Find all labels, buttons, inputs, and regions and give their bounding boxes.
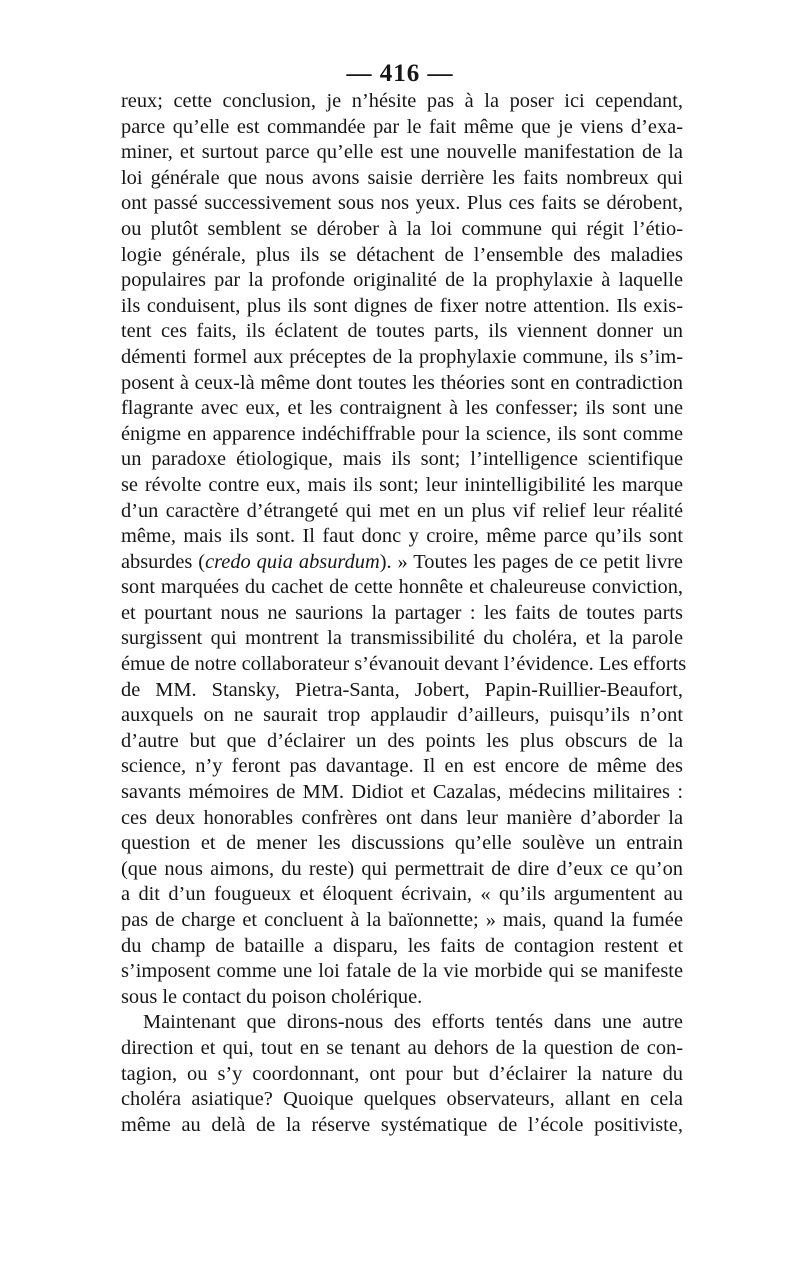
text-line: même au delà de la réserve systématique de l’école positiviste, [121,1113,683,1136]
text-line: surgissent qui montrent la transmissibilité du choléra, et la parole [121,627,683,650]
text-line: de MM. Stansky, Pietra-Santa, Jobert, Papin-Ruillier-Beaufort, [121,678,683,701]
text-line: se révolte contre eux, mais ils sont; leur inintelligibilité les marque [121,473,683,496]
text-line: pas de charge et concluent à la baïonnette; » mais, quand la fumée [121,909,683,931]
body-text [121,89,687,1138]
text-line: flagrante avec eux, et les contraignent à les confesser; ils sont une [121,397,683,420]
text-line: savants mémoires de MM. Didiot et Cazalas, médecins militaires : [121,781,683,804]
text-line: d’autre but que d’éclairer un des points les plus obscurs de la [121,729,683,752]
text-line [121,550,683,576]
text-line: (que nous aimons, du reste) qui permettrait de dire d’eux ce qu’on [121,857,683,880]
text-line: ils conduisent, plus ils sont dignes de fixer notre attention. Ils exis- [121,294,683,317]
text-line: sous le contact du poison cholérique. [121,985,423,1008]
text-line: ces deux honorables confrères ont dans leur manière d’aborder la [121,806,683,829]
text-line: parce qu’elle est commandée par le fait même que je viens d’exa- [121,115,683,138]
text-segment: ). » Toutes les pages de ce petit livre [379,550,683,573]
text-line: même, mais ils sont. Il faut donc y croire, même parce qu’ils sont [121,525,683,548]
text-line: reux; cette conclusion, je n’hésite pas à la poser ici cependant, [121,90,683,112]
text-segment: absurdes ( [121,550,206,573]
text-line: tagion, ou s’y coordonnant, ont pour but d’éclairer la nature du [121,1062,683,1085]
text-line: énigme en apparence indéchiffrable pour la science, ils sont comme [121,422,683,445]
text-line: et pourtant nous ne saurions la partager : les faits de toutes parts [121,601,683,624]
text-line: Maintenant que dirons-nous des efforts tentés dans une autre [143,1011,683,1034]
text-line: question et de mener les discussions qu’elle soulève un entrain [121,832,683,855]
italic-latin-phrase: credo quia absurdum [205,550,380,573]
text-line: ou plutôt semblent se dérober à la loi commune qui régit l’étio- [121,217,683,240]
text-line: auxquels on ne saurait trop applaudir d’ailleurs, puisqu’ils n’ont [121,704,683,727]
text-line: du champ de bataille a disparu, les faits de contagion restent et [121,934,683,957]
text-line: populaires par la profonde originalité de la prophylaxie à laquelle [121,269,683,292]
page-number: — 416 — [346,60,454,87]
text-line: démenti formel aux préceptes de la prophylaxie commune, ils s’im- [121,345,683,368]
text-line: ont passé successivement sous nos yeux. Plus ces faits se dérobent, [121,192,683,215]
text-line: logie générale, plus ils se détachent de l’ensemble des maladies [121,243,683,266]
text-line: direction et qui, tout en se tenant au dehors de la question de con- [121,1036,683,1059]
text-line: un paradoxe étiologique, mais ils sont; l’intelligence scientifique [121,448,683,471]
text-line: science, n’y feront pas davantage. Il en est encore de même des [121,755,683,778]
text-line: émue de notre collaborateur s’évanouit devant l’évidence. Les efforts [121,653,687,676]
text-line: d’un caractère d’étrangeté qui met en un plus vif relief leur réalité [121,499,683,522]
text-line: miner, et surtout parce qu’elle est une nouvelle manifestation de la [121,141,683,164]
text-line: sont marquées du cachet de cette honnête et chaleureuse conviction, [121,576,683,599]
text-line: a dit d’un fougueux et éloquent écrivain, « qu’ils argumentent au [121,883,683,906]
text-line: posent à ceux-là même dont toutes les théories sont en contradiction [121,371,683,394]
text-line: s’imposent comme une loi fatale de la vie morbide qui se manifeste [121,960,683,983]
text-line: loi générale que nous avons saisie derrière les faits nombreux qui [121,166,683,189]
text-line: tent ces faits, ils éclatent de toutes parts, ils viennent donner un [121,320,683,343]
text-line: choléra asiatique? Quoique quelques observateurs, allant en cela [121,1088,683,1111]
